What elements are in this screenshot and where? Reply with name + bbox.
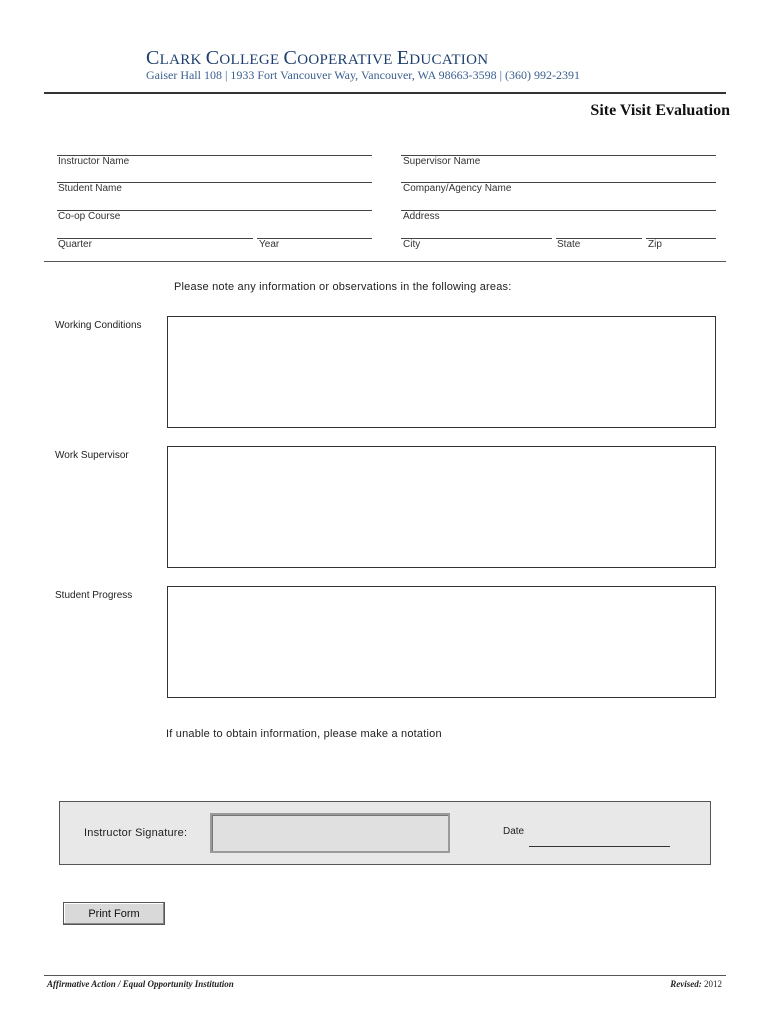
city-label: City — [403, 239, 421, 250]
instruction-text: Please note any information or observations in the following areas: — [174, 281, 512, 293]
city-field[interactable] — [401, 238, 552, 239]
company-name-label: Company/Agency Name — [403, 183, 512, 194]
header-divider — [44, 92, 726, 94]
date-label: Date — [503, 826, 525, 837]
footer-revised — [670, 979, 722, 989]
date-field[interactable] — [529, 846, 670, 847]
student-progress-textarea[interactable] — [167, 586, 716, 698]
revised-year: 2012 — [704, 979, 722, 989]
zip-label: Zip — [648, 239, 662, 250]
college-address: Gaiser Hall 108 | 1933 Fort Vancouver Way, Vancouver, WA 98663-3598 | (360) 992-2391 — [146, 68, 580, 82]
footer-divider — [44, 975, 726, 976]
notation-note: If unable to obtain information, please make a notation — [166, 728, 442, 740]
work-supervisor-label: Work Supervisor — [55, 450, 129, 461]
print-form-button[interactable]: Print Form — [63, 902, 165, 925]
page-title: Site Visit Evaluation — [590, 102, 730, 119]
instructor-name-label: Instructor Name — [58, 156, 130, 167]
address-label: Address — [403, 211, 440, 222]
working-conditions-textarea[interactable] — [167, 316, 716, 428]
student-name-label: Student Name — [58, 183, 122, 194]
supervisor-name-label: Supervisor Name — [403, 156, 481, 167]
student-progress-label: Student Progress — [55, 590, 133, 601]
section-divider — [44, 261, 726, 262]
work-supervisor-textarea[interactable] — [167, 446, 716, 568]
state-label: State — [557, 239, 581, 250]
coop-course-label: Co-op Course — [58, 211, 121, 222]
quarter-label: Quarter — [58, 239, 92, 250]
year-label: Year — [259, 239, 280, 250]
revised-label: Revised: — [670, 979, 702, 989]
working-conditions-label: Working Conditions — [55, 320, 142, 331]
instructor-signature-field[interactable] — [210, 813, 450, 853]
college-title: CLARK COLLEGE COOPERATIVE EDUCATION — [146, 47, 489, 69]
footer-eoi-text: Affirmative Action / Equal Opportunity Institution — [47, 979, 234, 989]
address-field[interactable] — [401, 210, 716, 211]
instructor-signature-label: Instructor Signature: — [84, 827, 188, 839]
